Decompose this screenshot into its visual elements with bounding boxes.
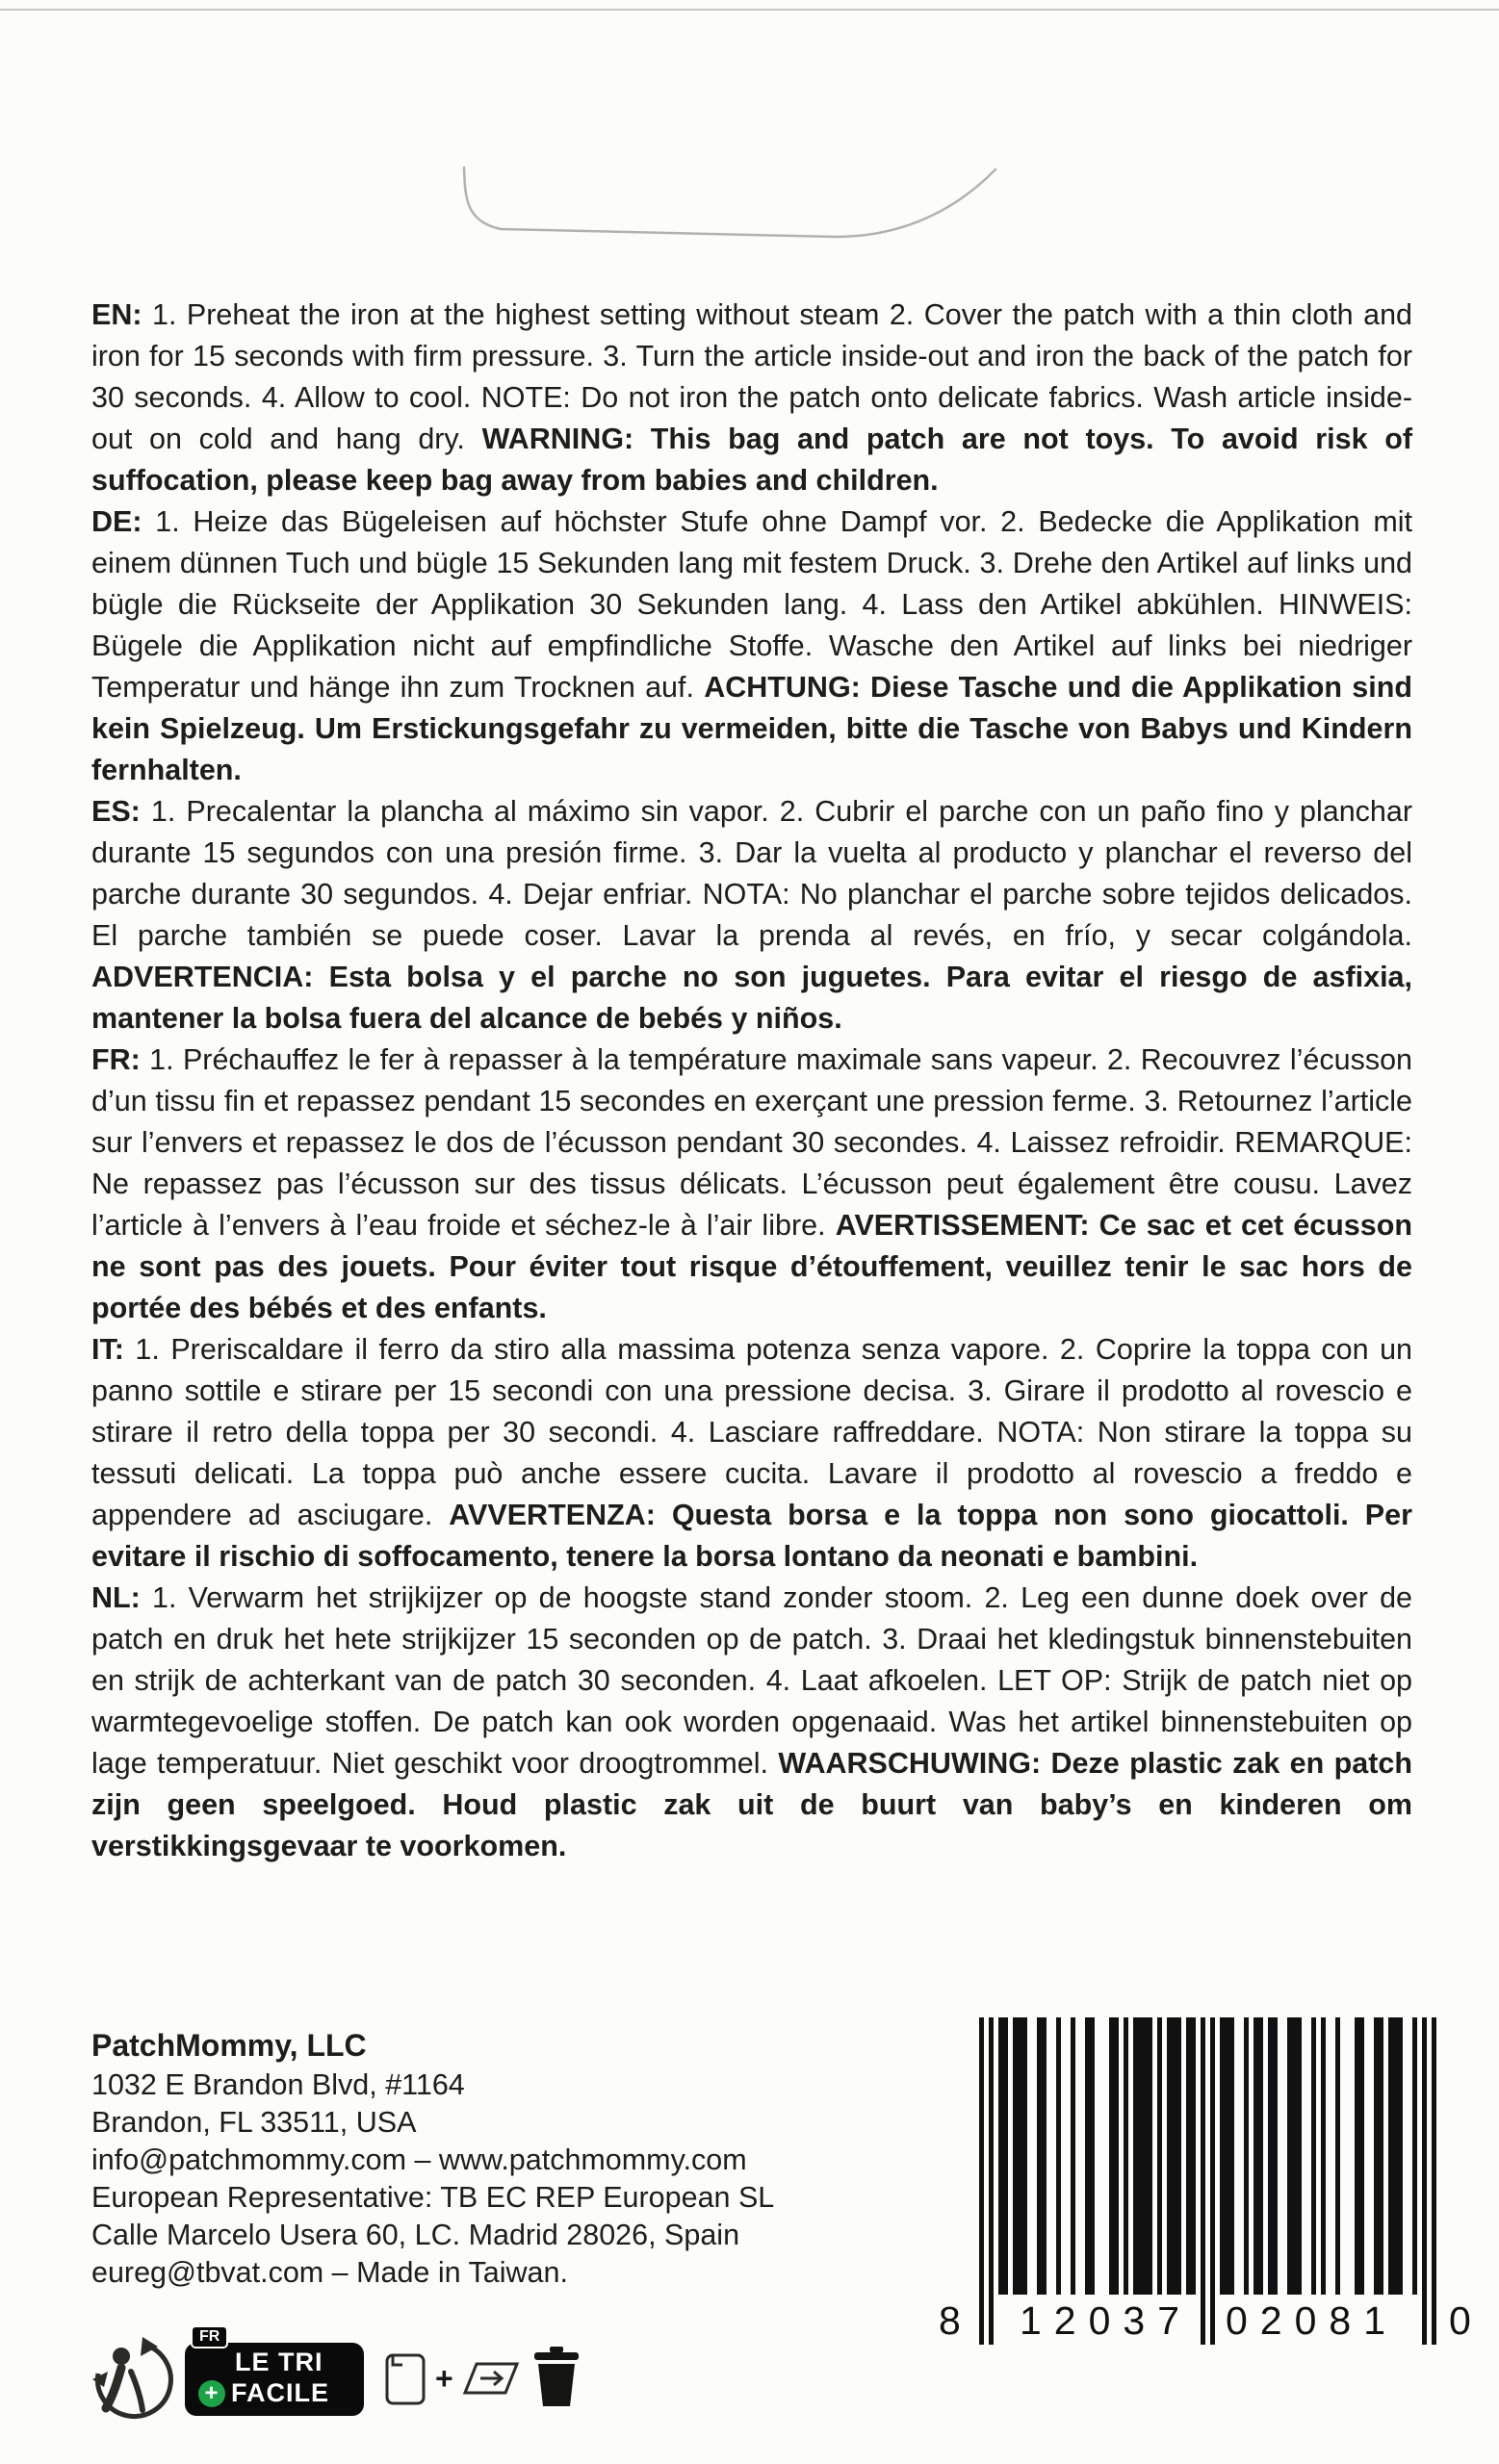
company-name: PatchMommy, LLC [91,2028,367,2063]
instructions-text [91,295,1412,1867]
recycling-bin-icon [529,2347,584,2410]
label-sheet-icon [383,2349,427,2407]
badge-line1: LE TRI [235,2348,323,2376]
instructions-section-it: IT: 1. Preriscaldare il ferro da stiro alla massima potenza senza vapore. 2. Coprire la toppa con un panno sottile e stirare per 15 secondi con una pressione decisa. 3. Girare il prodotto al rovescio e stirare il retro della toppa per 30 secondi. 4. Lasciare raffreddare. NOTA: Non stirare la toppa su tessuti delicati. La toppa può anche essere cucita. Lavare il prodotto al rovescio a freddo e appendere ad asciugare. AVVERTENZA: Questa borsa e la toppa non sono giocattoli. Per evitare il rischio di soffocamento, tenere la borsa lontano da neonati e bambini. [91,1333,1412,1573]
company-line: Calle Marcelo Usera 60, LC. Madrid 28026, Spain [91,2219,740,2251]
company-line: Brandon, FL 33511, USA [91,2106,417,2139]
company-line: info@patchmommy.com – www.patchmommy.com [91,2143,747,2176]
plus-sign: + [435,2361,453,2396]
company-line: European Representative: TB EC REP European SL [91,2181,775,2214]
top-edge-line [0,9,1499,11]
company-info [91,2027,958,2292]
fr-country-tab: FR [191,2325,228,2348]
triman-icon [89,2335,177,2424]
badge-line2: FACILE [231,2378,330,2407]
company-lines [91,2066,958,2292]
patch-icon [461,2358,521,2399]
instructions-section-fr: FR: 1. Préchauffez le fer à repasser à la température maximale sans vapeur. 2. Recouvrez l’écusson d’un tissu fin et repassez pendant 15 secondes en exerçant une pression ferme. 3. Retournez l’article sur l’envers et repassez le dos de l’écusson pendant 30 secondes. 4. Laissez refroidir. REMARQUE: Ne repassez pas l’écusson sur des tissus délicats. L’écusson peut également être cousu. Lavez l’article à l’envers à l’eau froide et séchez-le à l’air libre. AVERTISSEMENT: Ce sac et cet écusson ne sont pas des jouets. Pour éviter tout risque d’étouffement, veuillez tenir le sac hors de portée des bébés et des enfants. [91,1043,1412,1324]
barcode-digit-left: 8 [939,2298,961,2343]
barcode-digit-right: 0 [1449,2298,1471,2343]
sorting-pictograms [383,2347,584,2410]
company-line: eureg@tbvat.com – Made in Taiwan. [91,2256,568,2289]
diecut-curve [451,166,1019,257]
barcode-digit-group2: 02081 [1226,2298,1399,2343]
instructions-section-es: ES: 1. Precalentar la plancha al máximo sin vapor. 2. Cubrir el parche con un paño fino y planchar durante 15 segundos con una presión firme. 3. Dar la vuelta al producto y planchar el reverso del parche durante 30 segundos. 4. Dejar enfriar. NOTA: No planchar el parche sobre tejidos delicados. El parche también se puede coser. Lavar la prenda al revés, en frío, y secar colgándola. ADVERTENCIA: Esta bolsa y el parche no son juguetes. Para evitar el riesgo de asfixia, mantener la bolsa fuera del alcance de bebés y niños. [91,795,1412,1035]
plus-circle-icon: + [198,2380,225,2407]
barcode-digit-group1: 12037 [1020,2298,1193,2343]
upc-barcode [937,2017,1499,2364]
instructions-section-en: EN: 1. Preheat the iron at the highest setting without steam 2. Cover the patch with a thin cloth and iron for 15 seconds with firm pressure. 3. Turn the article inside-out and iron the back of the patch for 30 seconds. 4. Allow to cool. NOTE: Do not iron the patch onto delicate fabrics. Wash article inside-out on cold and hang dry. WARNING: This bag and patch are not toys. To avoid risk of suffocation, please keep bag away from babies and children. [91,298,1412,497]
company-line: 1032 E Brandon Blvd, #1164 [91,2068,465,2101]
recycling-row [89,2318,666,2433]
le-tri-facile-badge [185,2328,364,2416]
instructions-section-de: DE: 1. Heize das Bügeleisen auf höchster Stufe ohne Dampf vor. 2. Bedecke die Applikation mit einem dünnen Tuch und bügle 15 Sekunden lang mit festem Druck. 3. Drehe den Artikel auf links und bügle die Rückseite der Applikation 30 Sekunden lang. 4. Lass den Artikel abkühlen. HINWEIS: Bügele die Applikation nicht auf empfindliche Stoffe. Wasche den Artikel auf links bei niedriger Temperatur und hänge ihn zum Trocknen auf. ACHTUNG: Diese Tasche und die Applikation sind kein Spielzeug. Um Erstickungsgefahr zu vermeiden, bitte die Tasche von Babys und Kindern fernhalten. [91,505,1412,786]
instructions-section-nl: NL: 1. Verwarm het strijkijzer op de hoogste stand zonder stoom. 2. Leg een dunne doek over de patch en druk het hete strijkijzer 15 seconden op de patch. 3. Draai het kledingstuk binnenstebuiten en strijk de achterkant van de patch 30 seconden. 4. Laat afkoelen. LET OP: Strijk de patch niet op warmtegevoelige stoffen. De patch kan ook worden opgenaaid. Was het artikel binnenstebuiten op lage temperatuur. Niet geschikt voor droogtrommel. WAARSCHUWING: Deze plastic zak en patch zijn geen speelgoed. Houd plastic zak uit de buurt van baby’s en kinderen om verstikkingsgevaar te voorkomen. [91,1581,1413,1862]
